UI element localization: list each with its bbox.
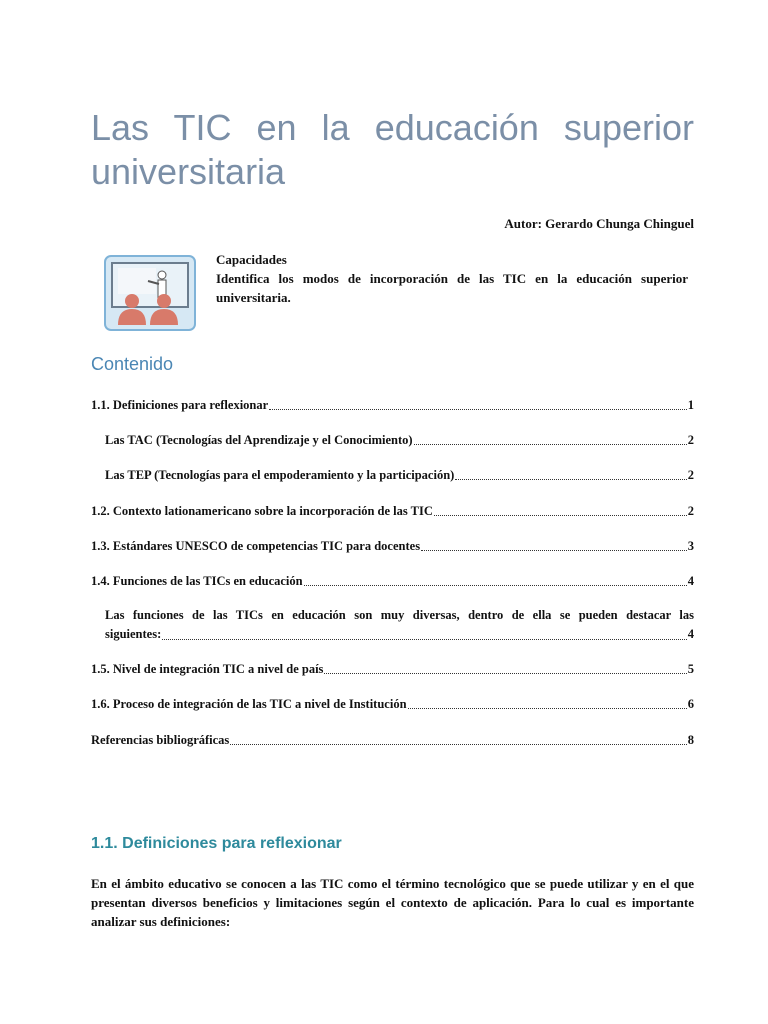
dot-leader: [434, 514, 687, 516]
toc-entry[interactable]: [91, 396, 694, 414]
dot-leader: [408, 707, 687, 709]
toc-entry[interactable]: [91, 572, 694, 590]
body-paragraph: En el ámbito educativo se conocen a las TIC como el término tecnológico que se puede utilizar y en el que presentan diversos beneficios y limitaciones según el contexto de aplicación. Para lo cual es importante analizar sus definiciones:: [91, 876, 694, 929]
toc-entry-page: 4: [687, 627, 694, 641]
toc-entry-label: Las funciones de las TICs en educación son muy diversas, dentro de ella se pueden destacar las: [105, 608, 694, 622]
dot-leader: [269, 408, 687, 410]
toc-entry-page: 8: [687, 733, 694, 747]
dot-leader: [414, 443, 687, 445]
dot-leader: [304, 584, 687, 586]
dot-leader: [455, 478, 686, 480]
toc-entry[interactable]: [105, 606, 694, 644]
toc-entry-page: 2: [687, 504, 694, 518]
toc-entry-page: 2: [687, 468, 694, 482]
capacidades-block: [216, 250, 688, 307]
toc-entry-page: 2: [687, 433, 694, 447]
classroom-teacher-icon: [104, 255, 196, 331]
document-title: Las TIC en la educación superior universitaria: [91, 107, 694, 192]
toc-entry[interactable]: [91, 660, 694, 678]
toc-entry-label: 1.6. Proceso de integración de las TIC a nivel de Institución: [91, 697, 407, 711]
contents-heading: Contenido: [91, 354, 174, 374]
toc-entry-page: 5: [687, 662, 694, 676]
section-heading: 1.1. Definiciones para reflexionar: [91, 835, 342, 852]
toc-entry[interactable]: [91, 731, 694, 749]
toc-entry-page: 3: [687, 539, 694, 553]
toc-entry-label: 1.1. Definiciones para reflexionar: [91, 398, 269, 412]
toc-entry-page: 4: [687, 574, 694, 588]
dot-leader: [230, 743, 686, 745]
toc-entry[interactable]: [91, 537, 694, 555]
toc-entry-page: 1: [687, 398, 694, 412]
toc-entry[interactable]: [105, 431, 694, 449]
toc-entry-label: 1.2. Contexto lationamericano sobre la incorporación de las TIC: [91, 504, 433, 518]
capacidades-text: Identifica los modos de incorporación de las TIC en la educación superior universitaria.: [216, 271, 688, 305]
toc-entry-label: Las TAC (Tecnologías del Aprendizaje y el Conocimiento): [105, 433, 413, 447]
toc-entry-label: Referencias bibliográficas: [91, 733, 230, 747]
dot-leader: [324, 672, 686, 674]
toc-entry[interactable]: [91, 502, 694, 520]
toc-entry-label: 1.3. Estándares UNESCO de competencias TIC para docentes: [91, 539, 421, 553]
toc-entry[interactable]: [105, 466, 694, 484]
toc-entry-page: 6: [687, 697, 694, 711]
dot-leader: [421, 549, 687, 551]
toc-entry-label-continued: siguientes:: [105, 627, 162, 641]
toc-entry[interactable]: [91, 695, 694, 713]
author-line: Autor: Gerardo Chunga Chinguel: [504, 216, 694, 231]
toc-entry-label: 1.5. Nivel de integración TIC a nivel de país: [91, 662, 324, 676]
toc-entry-label: 1.4. Funciones de las TICs en educación: [91, 574, 303, 588]
toc-entry-label: Las TEP (Tecnologías para el empoderamiento y la participación): [105, 468, 455, 482]
capacidades-heading: Capacidades: [216, 252, 287, 267]
dot-leader: [162, 638, 687, 640]
